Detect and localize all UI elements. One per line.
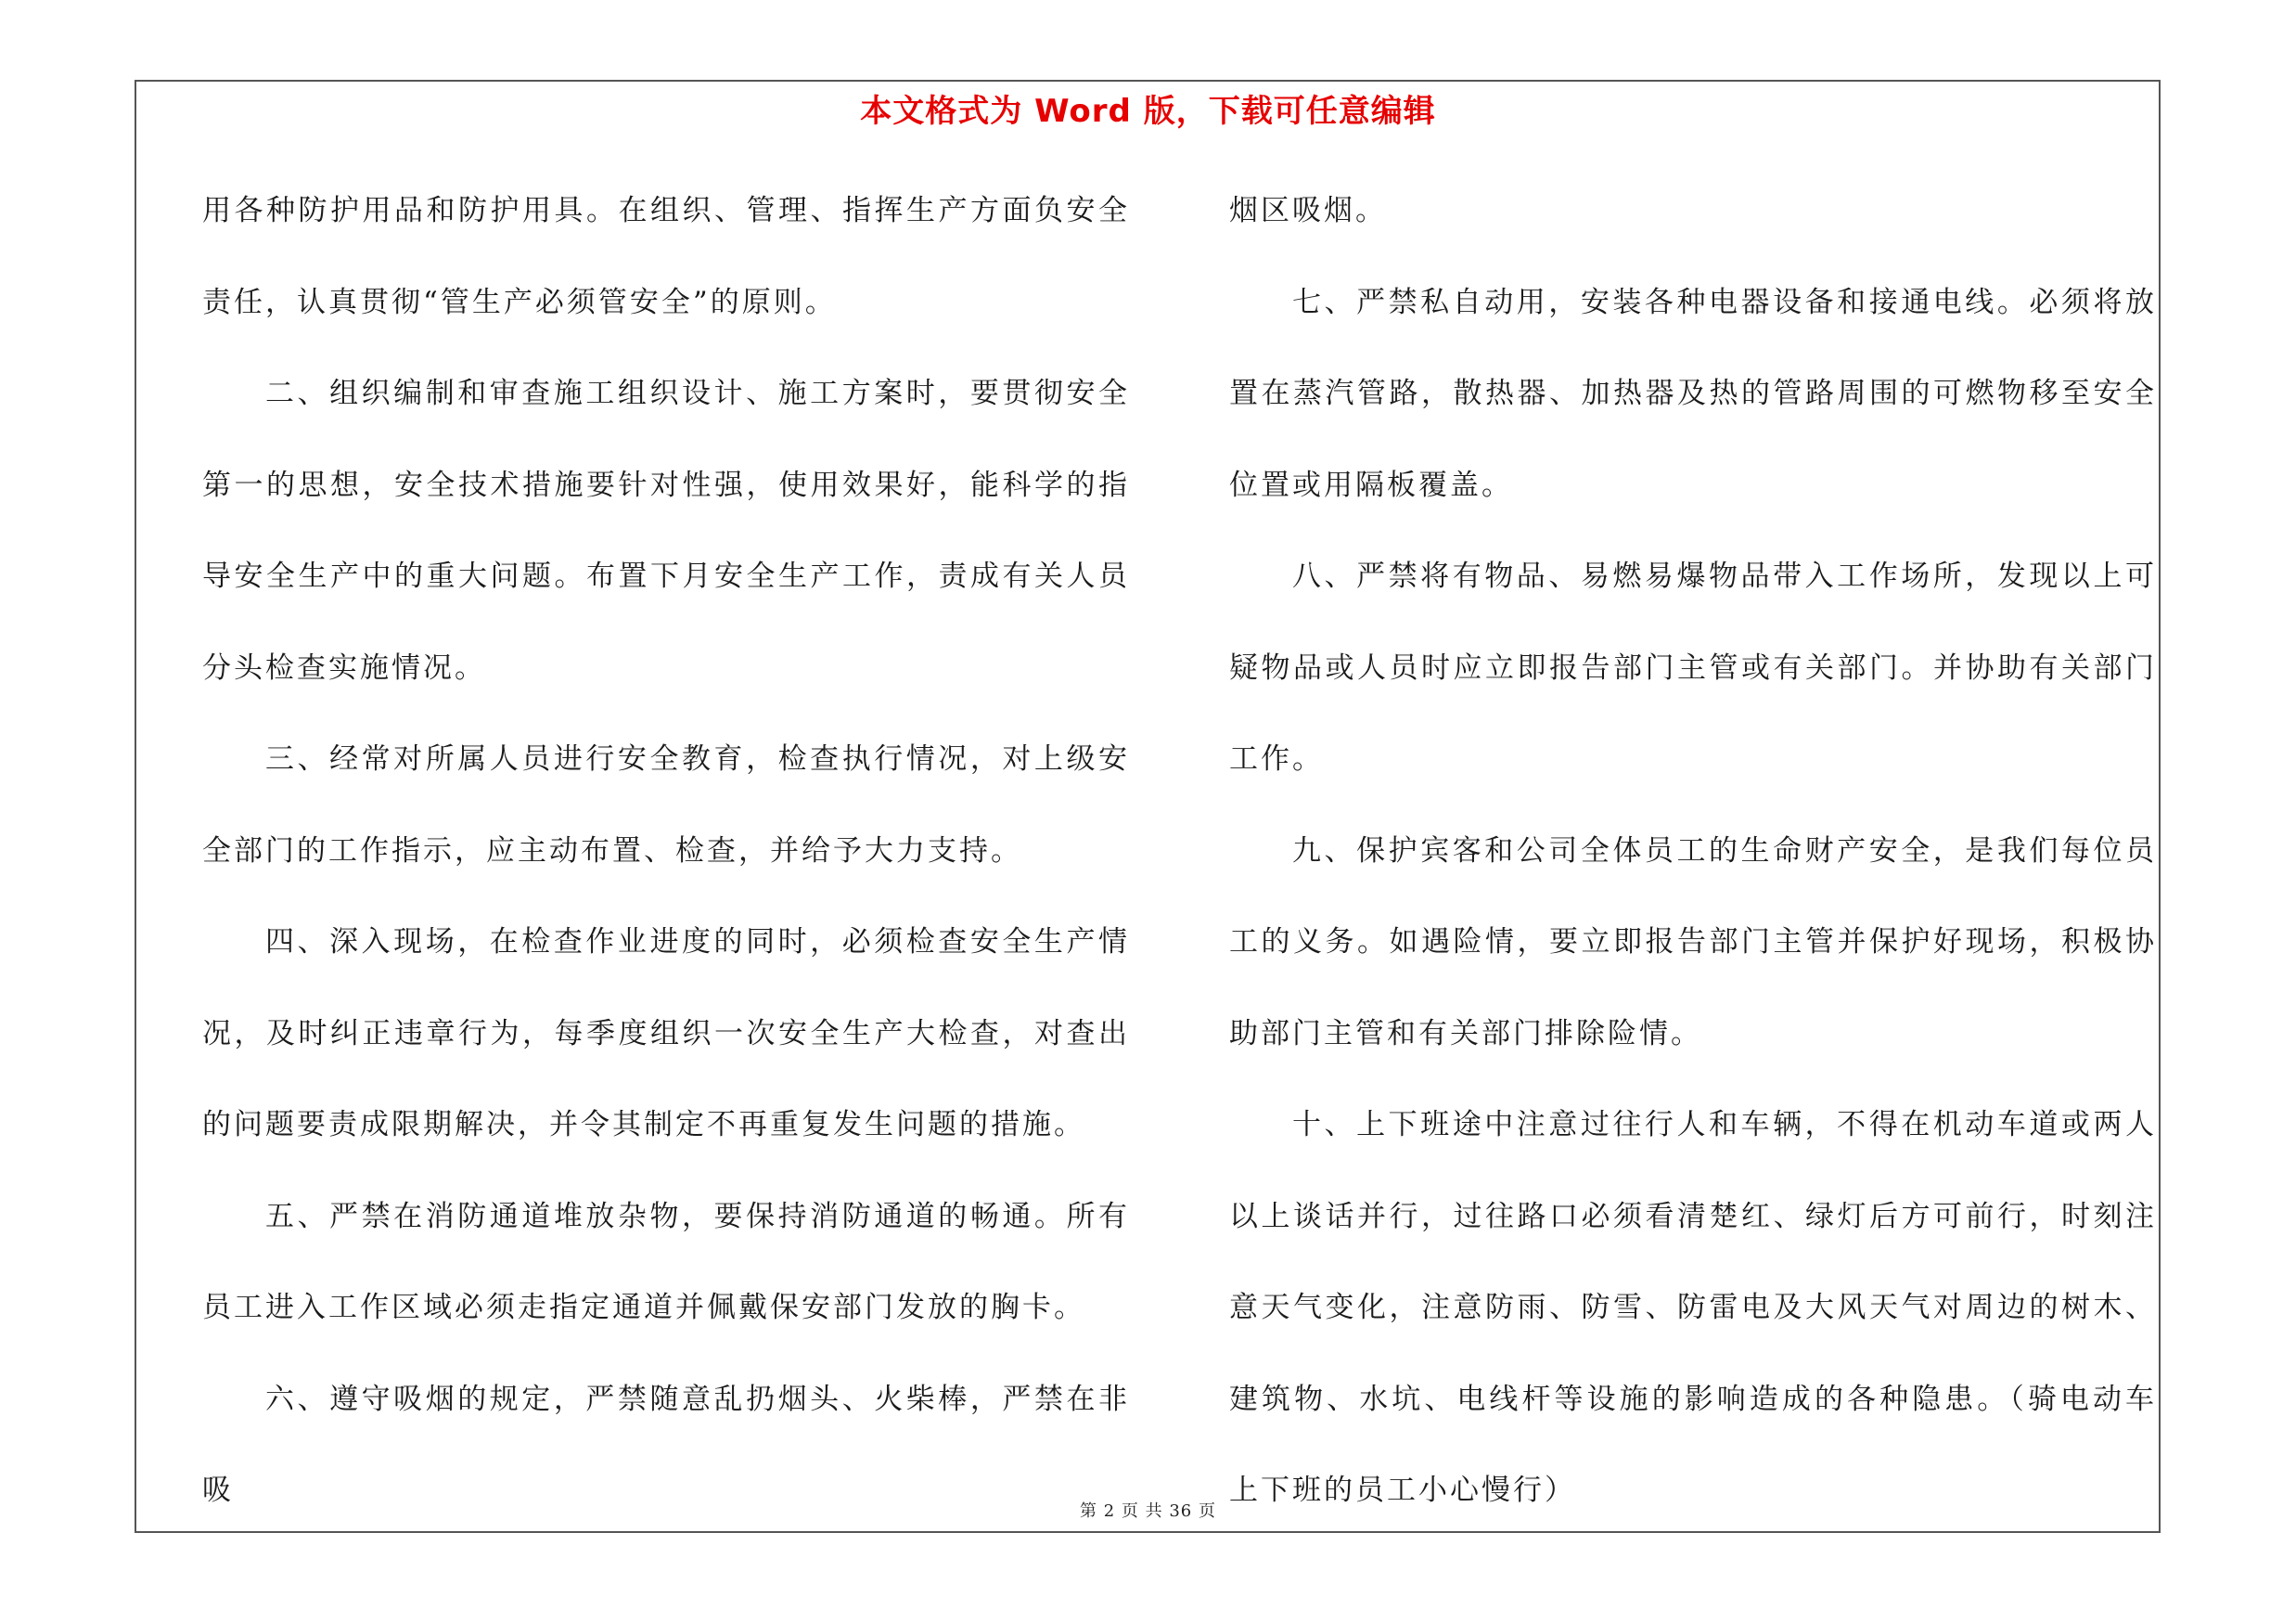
- left-column: [202, 165, 1130, 1537]
- paragraph-item-5: 五、严禁在消防通道堆放杂物，要保持消防通道的畅通。所有员工进入工作区域必须走指定通道并佩戴保安部门发放的胸卡。: [202, 1199, 1130, 1324]
- paragraph-item-8: 八、严禁将有物品、易燃易爆物品带入工作场所，发现以上可疑物品或人员时应立即报告部门主管或有关部门。并协助有关部门工作。: [1229, 560, 2157, 776]
- page-number: 第 2 页 共 36 页: [1080, 1501, 1216, 1521]
- paragraph-item-6: 六、遵守吸烟的规定，严禁随意乱扔烟头、火柴棒，严禁在非吸: [202, 1382, 1130, 1507]
- document-banner: 本文格式为 Word 版，下载可任意编辑: [860, 93, 1436, 130]
- paragraph-continuation: 烟区吸烟。: [1229, 194, 1387, 227]
- paragraph-item-10: 十、上下班途中注意过往行人和车辆，不得在机动车道或两人以上谈话并行，过往路口必须看清楚红、绿灯后方可前行，时刻注意天气变化，注意防雨、防雪、防雷电及大风天气对周边的树木、建筑物、水坑、电线杆等设施的影响造成的各种隐患。（骑电动车上下班的员工小心慢行）: [1229, 1108, 2157, 1507]
- right-column: [1229, 165, 2157, 1537]
- paragraph-item-3: 三、经常对所属人员进行安全教育，检查执行情况，对上级安全部门的工作指示，应主动布置、检查，并给予大力支持。: [202, 742, 1130, 868]
- paragraph-continuation: 用各种防护用品和防护用具。在组织、管理、指挥生产方面负安全责任，认真贯彻“管生产必须管安全”的原则。: [202, 194, 1130, 319]
- paragraph-item-4: 四、深入现场，在检查作业进度的同时，必须检查安全生产情况，及时纠正违章行为，每季度组织一次安全生产大检查，对查出的问题要责成限期解决，并令其制定不再重复发生问题的措施。: [202, 925, 1130, 1141]
- paragraph-item-2: 二、组织编制和审查施工组织设计、施工方案时，要贯彻安全第一的思想，安全技术措施要针对性强，使用效果好，能科学的指导安全生产中的重大问题。布置下月安全生产工作，责成有关人员分头检查实施情况。: [202, 377, 1130, 685]
- paragraph-item-7: 七、严禁私自动用，安装各种电器设备和接通电线。必须将放置在蒸汽管路，散热器、加热器及热的管路周围的可燃物移至安全位置或用隔板覆盖。: [1229, 285, 2157, 502]
- paragraph-item-9: 九、保护宾客和公司全体员工的生命财产安全，是我们每位员工的义务。如遇险情，要立即报告部门主管并保护好现场，积极协助部门主管和有关部门排除险情。: [1229, 833, 2157, 1050]
